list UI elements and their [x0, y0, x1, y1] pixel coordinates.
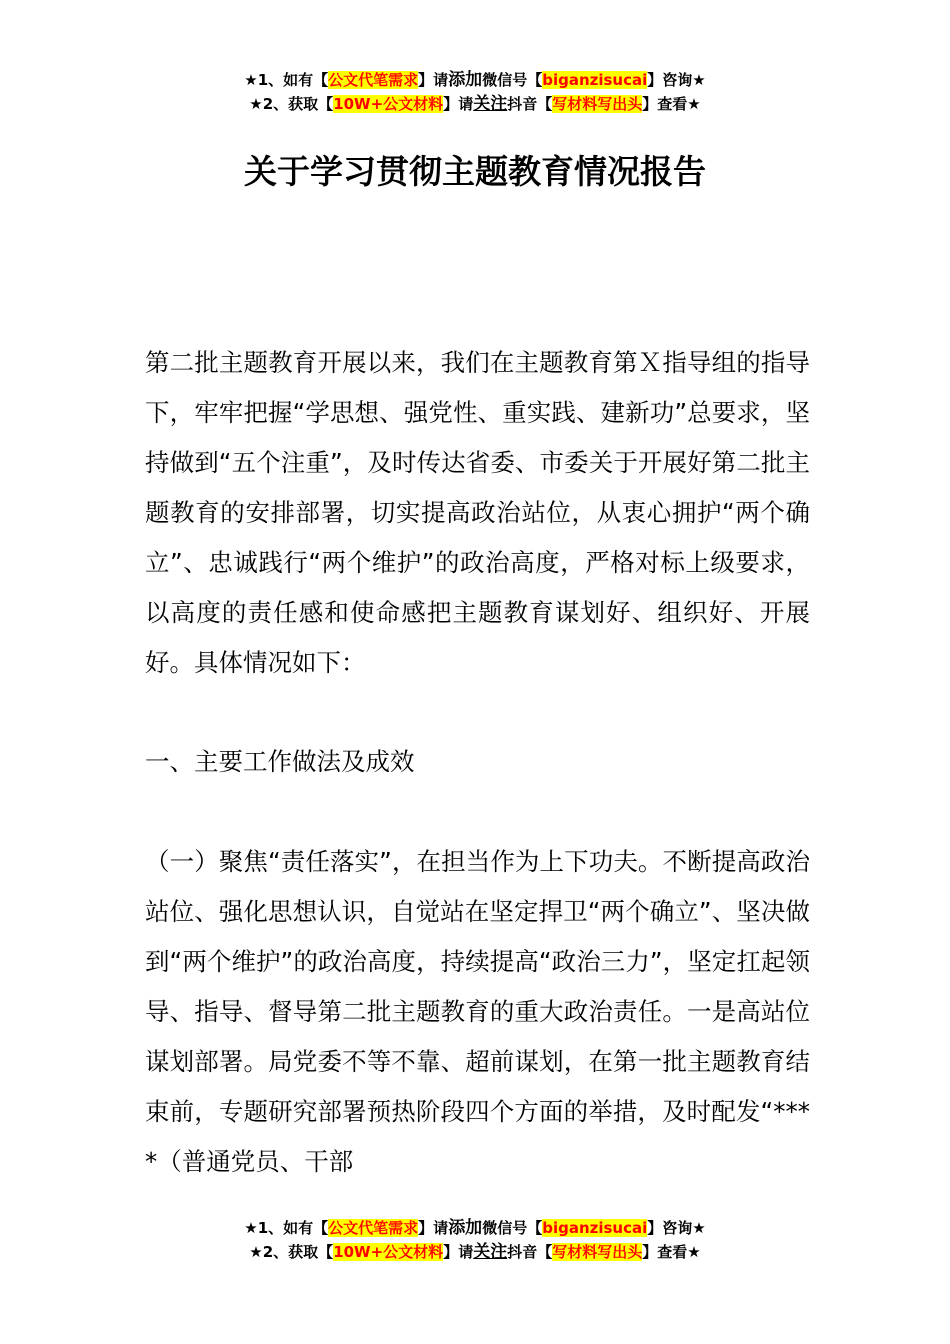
- highlight-wechat-id: biganzisucai: [542, 1219, 648, 1237]
- banner-text: ★2、获取【: [249, 1243, 334, 1261]
- highlight-douyin-account: 写材料写出头: [552, 95, 643, 113]
- intro-paragraph: 第二批主题教育开展以来，我们在主题教育第Ｘ指导组的指导下，牢牢把握“学思想、强党性、重实践、建新功”总要求，坚持做到“五个注重”，及时传达省委、市委关于开展好第二批主题教育的安排部署，切实提高政治站位，从衷心拥护“两个确立”、忠诚践行“两个维护”的政治高度，严格对标上级要求，以高度的责任感和使命感把主题教育谋划好、组织好、开展好。具体情况如下：: [145, 348, 810, 677]
- banner-line-2: [0, 1240, 950, 1264]
- banner-text: 】查看★: [642, 95, 701, 113]
- emphasis-follow: 关注: [473, 94, 508, 114]
- banner-text: ★1、如有【: [244, 1219, 329, 1237]
- highlight-service: 公文代笔需求: [328, 71, 419, 89]
- banner-text: 】咨询★: [647, 71, 706, 89]
- banner-text: 】请: [418, 71, 449, 89]
- section-heading: 一、主要工作做法及成效: [145, 747, 415, 776]
- banner-line-1: [0, 68, 950, 92]
- banner-text: ★1、如有【: [244, 71, 329, 89]
- header-banner: [0, 68, 950, 116]
- banner-text: 抖音【: [507, 1243, 553, 1261]
- banner-line-2: [0, 92, 950, 116]
- highlight-service: 公文代笔需求: [328, 1219, 419, 1237]
- banner-line-1: [0, 1216, 950, 1240]
- banner-text: 】请: [443, 1243, 474, 1261]
- document-title: 关于学习贯彻主题教育情况报告: [244, 152, 706, 191]
- section-paragraph: （一）聚焦“责任落实”，在担当作为上下功夫。不断提高政治站位、强化思想认识，自觉站在坚定捍卫“两个确立”、坚决做到“两个维护”的政治高度，持续提高“政治三力”，坚定扛起领导、指导、督导第二批主题教育的重大政治责任。一是高站位谋划部署。局党委不等不靠、超前谋划，在第一批主题教育结束前，专题研究部署预热阶段四个方面的举措，及时配发“****（普通党员、干部: [145, 847, 810, 1176]
- highlight-wechat-id: biganzisucai: [542, 71, 648, 89]
- emphasis-follow: 关注: [473, 1242, 508, 1262]
- banner-text: 微信号【: [482, 71, 543, 89]
- banner-text: 】请: [418, 1219, 449, 1237]
- banner-text: 】咨询★: [647, 1219, 706, 1237]
- banner-text: 】查看★: [642, 1243, 701, 1261]
- banner-text: ★2、获取【: [249, 95, 334, 113]
- footer-banner: [0, 1216, 950, 1264]
- banner-text: 抖音【: [507, 95, 553, 113]
- highlight-douyin-account: 写材料写出头: [552, 1243, 643, 1261]
- highlight-materials: 10W+公文材料: [333, 95, 444, 113]
- emphasis-add: 添加: [448, 1218, 483, 1238]
- highlight-materials: 10W+公文材料: [333, 1243, 444, 1261]
- banner-text: 微信号【: [482, 1219, 543, 1237]
- emphasis-add: 添加: [448, 70, 483, 90]
- banner-text: 】请: [443, 95, 474, 113]
